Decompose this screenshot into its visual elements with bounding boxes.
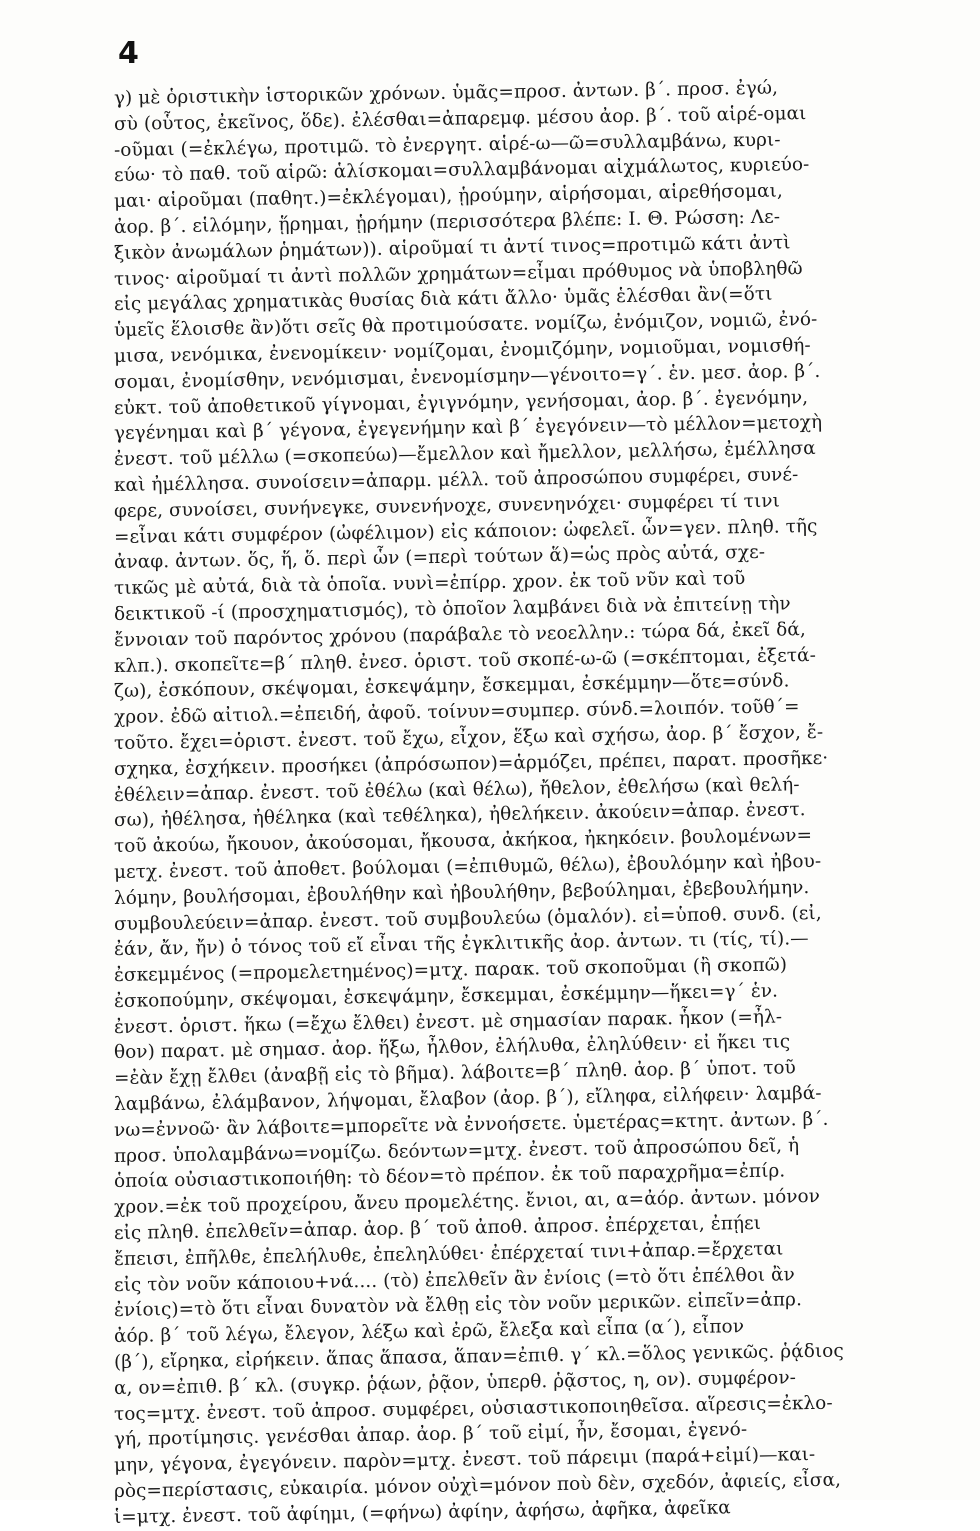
text-line: τος=μτχ. ἐνεστ. τοῦ ἀπροσ. συμφέρει, οὐσιαστικοποιηθεῖσα. αἵρεσις=ἐκλο- bbox=[113, 1392, 833, 1425]
text-line: ξικὸν ἀνωμάλων ῥημάτων)). αἱροῦμαί τι ἀντί τινος=προτιμῶ κάτι ἀντὶ bbox=[113, 232, 791, 264]
text-line: γεγένημαι καὶ β΄ γέγονα, ἐγεγενήμην καὶ β΄ ἐγεγόνειν—τὸ μέλλον=μετοχὴ bbox=[113, 412, 823, 445]
text-line: ἔννοιαν τοῦ παρόντος χρόνου (παράβαλε τὸ νεοελλην.: τώρα δά, ἐκεῖ δά, bbox=[113, 618, 806, 651]
text-line: ρὸς=περίστασις, εὐκαιρία. μόνον οὐχὶ=μόνον ποὺ δὲν, σχεδόν, ἀφιείς, εἶσα, bbox=[113, 1469, 842, 1503]
text-line: σχηκα, ἐσχήκειν. προσήκει (ἀπρόσωπον)=ἁρμόζει, πρέπει, παρατ. προσῆκε· bbox=[113, 747, 829, 780]
text-line: εὐκτ. τοῦ ἀποθετικοῦ γίγνομαι, ἐγιγνόμην, γενήσομαι, ἀορ. β΄. ἐγενόμην, bbox=[113, 386, 809, 419]
text-line: τικῶς μὲ αὐτά, διὰ τὰ ὁποῖα. νυνὶ=ἐπίρρ. χρον. ἐκ τοῦ νῦν καὶ τοῦ bbox=[113, 568, 746, 600]
text-line: τινος· αἱροῦμαί τι ἀντὶ πολλῶν χρημάτων=εἶμαι πρόθυμος νὰ ὑποβληθῶ bbox=[113, 257, 803, 290]
text-line: εἰς τὸν νοῦν κάποιου+νά.... (τὸ) ἐπελθεῖν ἂν ἐνίοις (=τὸ ὅτι ἐπέλθοι ἂν bbox=[113, 1263, 796, 1296]
commentary-text bbox=[113, 77, 924, 1531]
text-line: ἐνίοις)=τὸ ὅτι εἶναι δυνατὸν νὰ ἔλθῃ εἰς τὸν νοῦν μερικῶν. εἰπεῖν=ἀπρ. bbox=[113, 1289, 803, 1322]
text-line: νω=ἐννοῶ· ἂν λάβοιτε=μπορεῖτε νὰ ἐννοήσετε. ὑμετέρας=κτητ. ἀντων. β΄. bbox=[113, 1108, 829, 1141]
text-line: ἐσκεμμένος (=προμελετημένος)=μτχ. παρακ. τοῦ σκοποῦμαι (ἢ σκοπῶ) bbox=[113, 954, 788, 987]
page-number: 4 bbox=[118, 36, 139, 71]
text-line: (β΄), εἴρηκα, εἰρήκειν. ἅπας ἅπασα, ἅπαν=ἐπιθ. γ΄ κλ.=ὅλος γενικῶς. ῥᾴδιος bbox=[113, 1340, 844, 1374]
text-line: ἐάν, ἄν, ἤν) ὁ τόνος τοῦ εἴ εἶναι τῆς ἐγκλιτικῆς ἀορ. ἀντων. τι (τίς, τί).— bbox=[113, 928, 809, 961]
text-line: τοῦ ἀκούω, ἤκουον, ἀκούσομαι, ἤκουσα, ἀκήκοα, ἠκηκόειν. βουλομένων= bbox=[113, 825, 813, 858]
text-line: ἐθέλειν=ἀπαρ. ἐνεστ. τοῦ ἐθέλω (καὶ θέλω), ἤθελον, ἐθελήσω (καὶ θελή- bbox=[113, 773, 800, 806]
text-line: =ἐὰν ἔχῃ ἔλθει (ἀναβῇ εἰς τὸ βῆμα). λάβοιτε=β΄ πληθ. ἀορ. β΄ ὑποτ. τοῦ bbox=[113, 1057, 797, 1090]
text-line: μετχ. ἐνεστ. τοῦ ἀποθετ. βούλομαι (=ἐπιθυμῶ, θέλω), ἐβουλόμην καὶ ἠβου- bbox=[113, 850, 822, 883]
text-line: μην, γέγονα, ἐγεγόνειν. παρὸν=μτχ. ἐνεστ. τοῦ πάρειμι (παρά+εἰμί)—και- bbox=[113, 1444, 816, 1477]
text-line: μισα, νενόμικα, ἐνενομίκειν· νομίζομαι, ἐνομιζόμην, νομιοῦμαι, νομισθή- bbox=[113, 335, 811, 367]
text-line: εἰς μεγάλας χρηματικὰς θυσίας διὰ κάτι ἄλλο· ὑμᾶς ἑλέσθαι ἂν(=ὅτι bbox=[113, 284, 773, 316]
text-line: ἀόρ. β΄ τοῦ λέγω, ἔλεγον, λέξω καὶ ἐρῶ, ἔλεξα καὶ εἶπα (α΄), εἶπον bbox=[113, 1316, 745, 1348]
text-line: λαμβάνω, ἐλάμβανον, λήψομαι, ἔλαβον (ἀορ. β΄), εἴληφα, εἰλήφειν· λαμβά- bbox=[113, 1082, 822, 1116]
text-line: ἐνεστ. ὁριστ. ἥκω (=ἔχω ἔλθει) ἐνεστ. μὲ σημασίαν παρακ. ἧκον (=ἦλ- bbox=[113, 1006, 783, 1038]
text-line: δεικτικοῦ -ί (προσχηματισμός), τὸ ὁποῖον λαμβάνει διὰ νὰ ἐπιτείνῃ τὴν bbox=[113, 593, 791, 625]
text-line: =εἶναι κάτι συμφέρον (ὠφέλιμον) εἰς κάποιον: ὠφελεῖ. ὧν=γεν. πληθ. τῆς bbox=[113, 515, 818, 548]
text-line: καὶ ἠμέλλησα. συνοίσειν=ἀπαρμ. μέλλ. τοῦ ἀπροσώπου συμφέρει, συνέ- bbox=[113, 464, 799, 496]
text-line: ἱ=μτχ. ἐνεστ. τοῦ ἀφίημι, (=φήνω) ἀφίην, ἀφήσω, ἀφῆκα, ἀφεῖκα bbox=[113, 1497, 731, 1528]
text-line: μαι· αἱροῦμαι (παθητ.)=ἐκλέγομαι), ᾑρούμην, αἱρήσομαι, αἱρεθήσομαι, bbox=[113, 180, 784, 213]
text-line: θον) παρατ. μὲ σημασ. ἀορ. ἥξω, ἦλθον, ἐλήλυθα, ἐληλύθειν· εἰ ἥκει τις bbox=[113, 1031, 791, 1064]
text-line: ἔπεισι, ἐπῆλθε, ἐπελήλυθε, ἐπεληλύθει· ἐπέρχεταί τινι+ἀπαρ.=ἔρχεται bbox=[113, 1238, 784, 1270]
text-line: φερε, συνοίσει, συνήνεγκε, συνενήνοχε, συνενηνόχει· συμφέρει τί τινι bbox=[113, 490, 781, 522]
text-line: κλπ.). σκοπεῖτε=β΄ πληθ. ἐνεσ. ὁριστ. τοῦ σκοπέ-ω-ῶ (=σκέπτομαι, ἐξετά- bbox=[113, 644, 817, 677]
text-line: ὑμεῖς ἕλοισθε ἂν)ὅτι σεῖς θὰ προτιμούσατε. νομίζω, ἐνόμιζον, νομιῶ, ἐνό- bbox=[113, 309, 818, 342]
text-line: εἰς πληθ. ἐπελθεῖν=ἀπαρ. ἀορ. β΄ τοῦ ἀποθ. ἀπροσ. ἐπέρχεται, ἐπῄει bbox=[113, 1212, 762, 1245]
text-line: ὁποία οὐσιαστικοποιήθη: τὸ δέον=τὸ πρέπον. ἐκ τοῦ παραχρῆμα=ἐπίρ. bbox=[113, 1160, 786, 1193]
text-line: χρον.=ἐκ τοῦ προχείρου, ἄνευ προμελέτης. ἔνιοι, αι, α=ἀόρ. ἀντων. μόνον bbox=[113, 1186, 821, 1219]
text-line: σομαι, ἐνομίσθην, νενόμισμαι, ἐνενομίσμην—γένοιτο=γ΄. ἑν. μεσ. ἀορ. β΄. bbox=[113, 360, 821, 393]
text-line: -οῦμαι (=ἐκλέγω, προτιμῶ. τὸ ἐνεργητ. αἱρέ-ω—ῶ=συλλαμβάνω, κυρι- bbox=[113, 129, 781, 161]
text-line: τοῦτο. ἔχει=ὁριστ. ἐνεστ. τοῦ ἔχω, εἶχον, ἕξω καὶ σχήσω, ἀορ. β΄ ἔσχον, ἔ- bbox=[113, 721, 824, 754]
text-line: ζω), ἐσκόπουν, σκέψομαι, ἐσκεψάμην, ἔσκεμμαι, ἐσκέμμην—ὅτε=σύνδ. bbox=[113, 670, 790, 703]
text-line: χρον. ἐδῶ αἰτιολ.=ἐπειδή, ἀφοῦ. τοίνυν=συμπερ. σύνδ.=λοιπόν. τοῦθ΄= bbox=[113, 696, 800, 729]
text-line: ἀναφ. ἀντων. ὅς, ἥ, ὅ. περὶ ὧν (=περὶ τούτων ἅ)=ὡς πρὸς αὐτά, σχε- bbox=[113, 542, 766, 574]
text-line: ἐνεστ. τοῦ μέλλω (=σκοπεύω)—ἔμελλον καὶ ἤμελλον, μελλήσω, ἐμέλλησα bbox=[113, 438, 816, 471]
text-line: α, ον=ἐπιθ. β΄ κλ. (συγκρ. ῥᾴων, ῥᾷον, ὑπερθ. ῥᾷστος, η, ον). συμφέρον- bbox=[113, 1367, 797, 1399]
text-line: λόμην, βουλήσομαι, ἐβουλήθην καὶ ἠβουλήθην, βεβούλημαι, ἐβεβουλήμην. bbox=[113, 876, 810, 909]
text-line: προσ. ὑπολαμβάνω=νομίζω. δεόντων=μτχ. ἐνεστ. τοῦ ἀπροσώπου δεῖ, ἡ bbox=[113, 1134, 800, 1167]
text-line: συμβουλεύειν=ἀπαρ. ἐνεστ. τοῦ συμβουλεύω (ὁμαλόν). εἰ=ὑποθ. συνδ. (εἰ, bbox=[113, 902, 822, 935]
text-line: γ) μὲ ὁριστικὴν ἱστορικῶν χρόνων. ὑμᾶς=προσ. ἀντων. β΄. προσ. ἐγώ, bbox=[113, 77, 779, 109]
text-line: ἐσκοπούμην, σκέψομαι, ἐσκεψάμην, ἔσκεμμαι, ἐσκέμμην—ἥκει=γ΄ ἑν. bbox=[113, 980, 779, 1012]
text-line: ἀορ. β΄. εἱλόμην, ᾕρημαι, ᾑρήμην (περισσότερα βλέπε: Ι. Θ. Ρώσση: Λε- bbox=[113, 206, 781, 238]
text-line: σὺ (οὗτος, ἐκεῖνος, ὅδε). ἐλέσθαι=ἀπαρεμφ. μέσου ἀορ. β΄. τοῦ αἱρέ-ομαι bbox=[113, 102, 807, 135]
text-line: σω), ἠθέλησα, ἠθέληκα (καὶ τεθέληκα), ἠθελήκειν. ἀκούειν=ἀπαρ. ἐνεστ. bbox=[113, 799, 806, 832]
text-line: γή, προτίμησις. γενέσθαι ἀπαρ. ἀορ. β΄ τοῦ εἰμί, ἦν, ἔσομαι, ἐγενό- bbox=[113, 1419, 748, 1451]
text-line: εύω· τὸ παθ. τοῦ αἱρῶ: ἁλίσκομαι=συλλαμβάνομαι αἰχμάλωτος, κυριεύο- bbox=[113, 154, 810, 187]
